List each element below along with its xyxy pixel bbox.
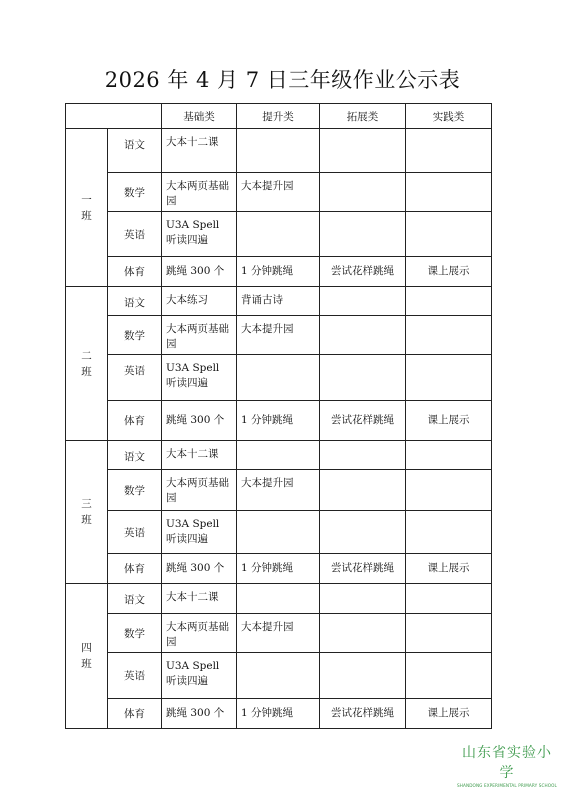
cell-improve (237, 212, 320, 257)
cell-extend: 尝试花样跳绳 (320, 401, 406, 441)
cell-basic: 大本两页基础园 (162, 173, 237, 212)
subject-name: 体育 (108, 554, 162, 584)
cell-extend (320, 470, 406, 511)
cell-practice (406, 173, 492, 212)
cell-basic: U3A Spell 听读四遍 (162, 355, 237, 401)
cell-basic: 大本两页基础园 (162, 470, 237, 511)
cell-practice: 课上展示 (406, 554, 492, 584)
cell-practice: 课上展示 (406, 257, 492, 287)
cell-improve (237, 129, 320, 173)
subject-name: 英语 (108, 653, 162, 699)
table-row (66, 401, 492, 441)
cell-practice (406, 511, 492, 554)
table-row (66, 699, 492, 729)
cell-practice (406, 584, 492, 614)
table-row (66, 316, 492, 355)
cell-basic: 大本十二课 (162, 584, 237, 614)
subject-name: 英语 (108, 212, 162, 257)
class-label (66, 441, 108, 584)
class-label (66, 584, 108, 729)
cell-basic: 大本两页基础园 (162, 614, 237, 653)
class-suffix: 班 (81, 209, 92, 222)
class-number: 二 (81, 349, 92, 362)
header-corner (66, 104, 162, 129)
class-number: 三 (81, 498, 92, 510)
cell-practice (406, 355, 492, 401)
cell-extend (320, 129, 406, 173)
subject-name: 语文 (108, 441, 162, 470)
cell-improve (237, 511, 320, 554)
cell-improve (237, 441, 320, 470)
subject-name: 语文 (108, 129, 162, 173)
table-row (66, 212, 492, 257)
cell-basic: 大本十二课 (162, 129, 237, 173)
cell-practice (406, 614, 492, 653)
subject-name: 数学 (108, 173, 162, 212)
cell-improve: 大本提升园 (237, 470, 320, 511)
class-suffix: 班 (81, 365, 92, 378)
class-number: 一 (81, 193, 92, 206)
table-body (66, 104, 492, 729)
subject-name: 数学 (108, 614, 162, 653)
table-row (66, 287, 492, 316)
cell-extend (320, 511, 406, 554)
school-logo-cn: 山东省实验小学 (462, 745, 552, 781)
table-row (66, 257, 492, 287)
header-row (66, 104, 492, 129)
cell-improve: 1 分钟跳绳 (237, 699, 320, 729)
class-suffix: 班 (81, 658, 92, 670)
cell-practice (406, 129, 492, 173)
cell-practice (406, 470, 492, 511)
class-number: 四 (81, 642, 92, 654)
cell-practice (406, 287, 492, 316)
subject-name: 体育 (108, 257, 162, 287)
cell-basic: 跳绳 300 个 (162, 554, 237, 584)
cell-extend (320, 173, 406, 212)
subject-name: 语文 (108, 287, 162, 316)
cell-basic: 跳绳 300 个 (162, 699, 237, 729)
cell-extend (320, 441, 406, 470)
cell-practice (406, 316, 492, 355)
table-row (66, 653, 492, 699)
cell-extend (320, 355, 406, 401)
table-row (66, 441, 492, 470)
subject-name: 语文 (108, 584, 162, 614)
table-row (66, 511, 492, 554)
cell-improve: 1 分钟跳绳 (237, 554, 320, 584)
cell-improve: 1 分钟跳绳 (237, 401, 320, 441)
cell-improve (237, 355, 320, 401)
cell-extend (320, 584, 406, 614)
table-row (66, 584, 492, 614)
cell-extend (320, 614, 406, 653)
subject-name: 数学 (108, 470, 162, 511)
cell-basic: U3A Spell 听读四遍 (162, 653, 237, 699)
header-basic: 基础类 (162, 104, 237, 129)
page-title: 2026 年 4 月 7 日三年级作业公示表 (104, 68, 461, 92)
cell-improve: 大本提升园 (237, 614, 320, 653)
subject-name: 英语 (108, 355, 162, 401)
table-row (66, 470, 492, 511)
cell-basic: 跳绳 300 个 (162, 401, 237, 441)
homework-table (65, 103, 492, 729)
cell-improve (237, 653, 320, 699)
table-row (66, 554, 492, 584)
cell-extend (320, 212, 406, 257)
cell-improve: 1 分钟跳绳 (237, 257, 320, 287)
cell-practice (406, 441, 492, 470)
cell-extend (320, 653, 406, 699)
cell-improve: 大本提升园 (237, 316, 320, 355)
header-practice: 实践类 (406, 104, 492, 129)
cell-improve: 背诵古诗 (237, 287, 320, 316)
cell-extend: 尝试花样跳绳 (320, 554, 406, 584)
cell-basic: 大本两页基础园 (162, 316, 237, 355)
cell-practice (406, 212, 492, 257)
table-row (66, 173, 492, 212)
subject-name: 体育 (108, 699, 162, 729)
cell-improve (237, 584, 320, 614)
table-row (66, 355, 492, 401)
school-logo-en: SHANDONG EXPERIMENTAL PRIMARY SCHOOL (457, 783, 557, 788)
subject-name: 数学 (108, 316, 162, 355)
cell-basic: 大本练习 (162, 287, 237, 316)
school-logo (457, 742, 557, 788)
header-improve: 提升类 (237, 104, 320, 129)
class-suffix: 班 (81, 514, 92, 526)
cell-practice (406, 653, 492, 699)
table-row (66, 614, 492, 653)
class-label (66, 287, 108, 441)
cell-extend: 尝试花样跳绳 (320, 257, 406, 287)
header-extend: 拓展类 (320, 104, 406, 129)
subject-name: 体育 (108, 401, 162, 441)
cell-basic: 大本十二课 (162, 441, 237, 470)
cell-extend: 尝试花样跳绳 (320, 699, 406, 729)
cell-extend (320, 316, 406, 355)
subject-name: 英语 (108, 511, 162, 554)
cell-extend (320, 287, 406, 316)
class-label (66, 129, 108, 287)
cell-basic: 跳绳 300 个 (162, 257, 237, 287)
cell-practice: 课上展示 (406, 401, 492, 441)
table-row (66, 129, 492, 173)
cell-basic: U3A Spell 听读四遍 (162, 511, 237, 554)
cell-basic: U3A Spell 听读四遍 (162, 212, 237, 257)
cell-improve: 大本提升园 (237, 173, 320, 212)
cell-practice: 课上展示 (406, 699, 492, 729)
